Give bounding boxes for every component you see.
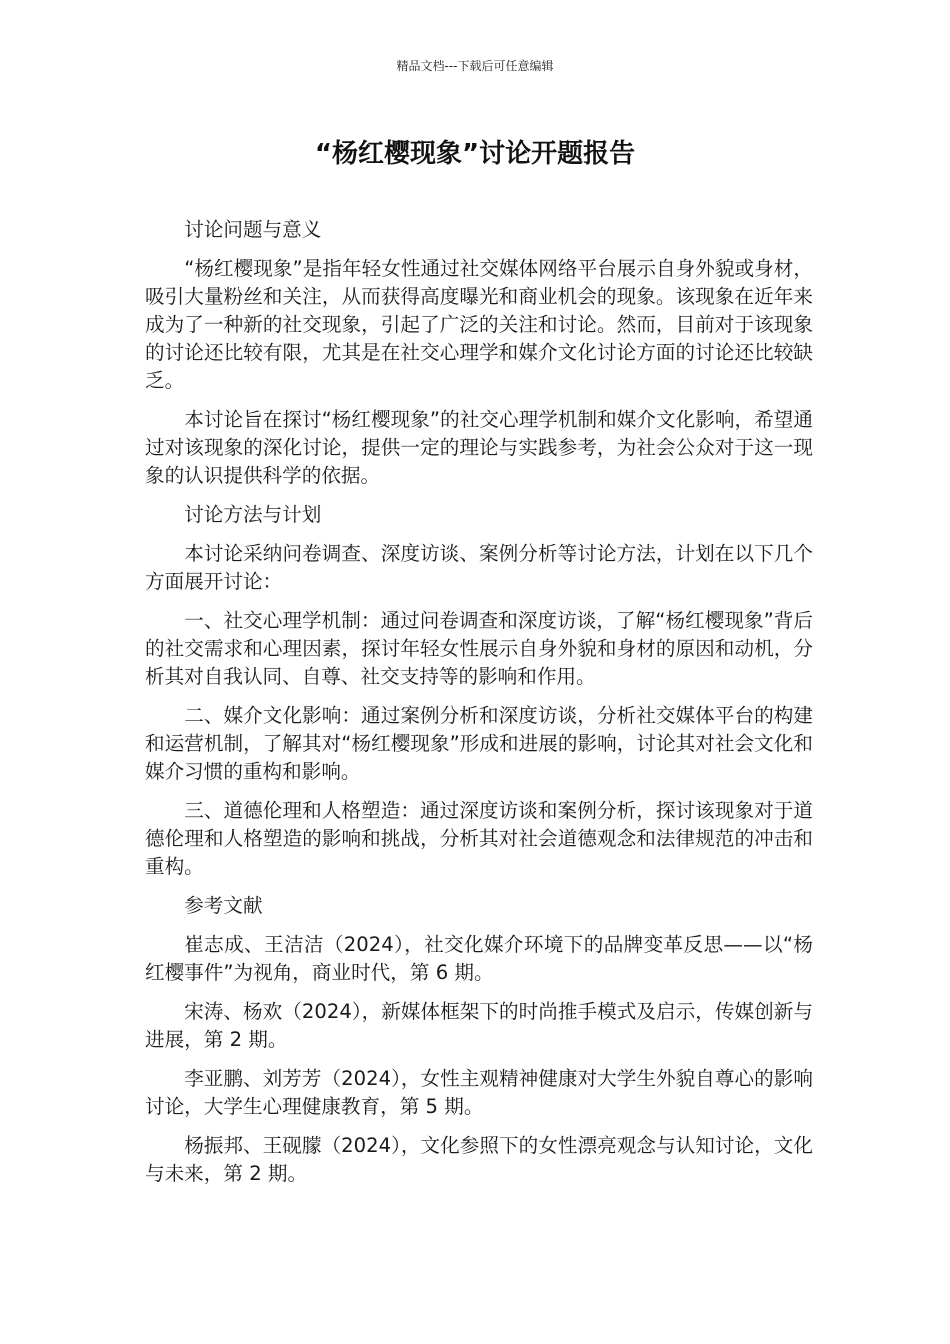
header-note: 精品文档---下载后可任意编辑 <box>396 59 554 73</box>
page-title: “杨红樱现象”讨论开题报告 <box>314 139 636 169</box>
section-heading-methods: 讨论方法与计划 <box>184 503 322 526</box>
reference-item: 崔志成、王洁洁（2024），社交化媒介环境下的品牌变革反思——以“杨红樱事件”为视角，商业时代，第 6 期。 <box>145 933 813 984</box>
document-body <box>145 216 813 1199</box>
paragraph-definition: “杨红樱现象”是指年轻女性通过社交媒体网络平台展示自身外貌或身材，吸引大量粉丝和关注，从而获得高度曝光和商业机会的现象。该现象在近年来成为了一种新的社交现象，引起了广泛的关注和讨论。然而，目前对于该现象的讨论还比较有限，尤其是在社交心理学和媒介文化讨论方面的讨论还比较缺乏。 <box>145 257 813 392</box>
paragraph-media-culture: 二、媒介文化影响：通过案例分析和深度访谈，分析社交媒体平台的构建和运营机制，了解其对“杨红樱现象”形成和进展的影响，讨论其对社会文化和媒介习惯的重构和影响。 <box>145 704 813 783</box>
paragraph-purpose: 本讨论旨在探讨“杨红樱现象”的社交心理学机制和媒介文化影响，希望通过对该现象的深化讨论，提供一定的理论与实践参考，为社会公众对于这一现象的认识提供科学的依据。 <box>145 408 813 487</box>
paragraph-social-psychology: 一、社交心理学机制：通过问卷调查和深度访谈，了解“杨红樱现象”背后的社交需求和心理因素，探讨年轻女性展示自身外貌和身材的原因和动机，分析其对自我认同、自尊、社交支持等的影响和作用。 <box>145 609 813 688</box>
paragraph-ethics: 三、道德伦理和人格塑造：通过深度访谈和案例分析，探讨该现象对于道德伦理和人格塑造的影响和挑战，分析其对社会道德观念和法律规范的冲击和重构。 <box>145 799 813 878</box>
section-heading-references: 参考文献 <box>184 894 263 917</box>
section-heading-significance: 讨论问题与意义 <box>184 218 322 241</box>
reference-item: 李亚鹏、刘芳芳（2024），女性主观精神健康对大学生外貌自尊心的影响讨论，大学生心理健康教育，第 5 期。 <box>145 1067 813 1118</box>
reference-item: 宋涛、杨欢（2024），新媒体框架下的时尚推手模式及启示，传媒创新与进展，第 2 期。 <box>145 1000 813 1051</box>
paragraph-methods-intro: 本讨论采纳问卷调查、深度访谈、案例分析等讨论方法，计划在以下几个方面展开讨论： <box>145 542 813 593</box>
reference-item: 杨振邦、王砚朦（2024），文化参照下的女性漂亮观念与认知讨论，文化与未来，第 2 期。 <box>145 1134 813 1185</box>
